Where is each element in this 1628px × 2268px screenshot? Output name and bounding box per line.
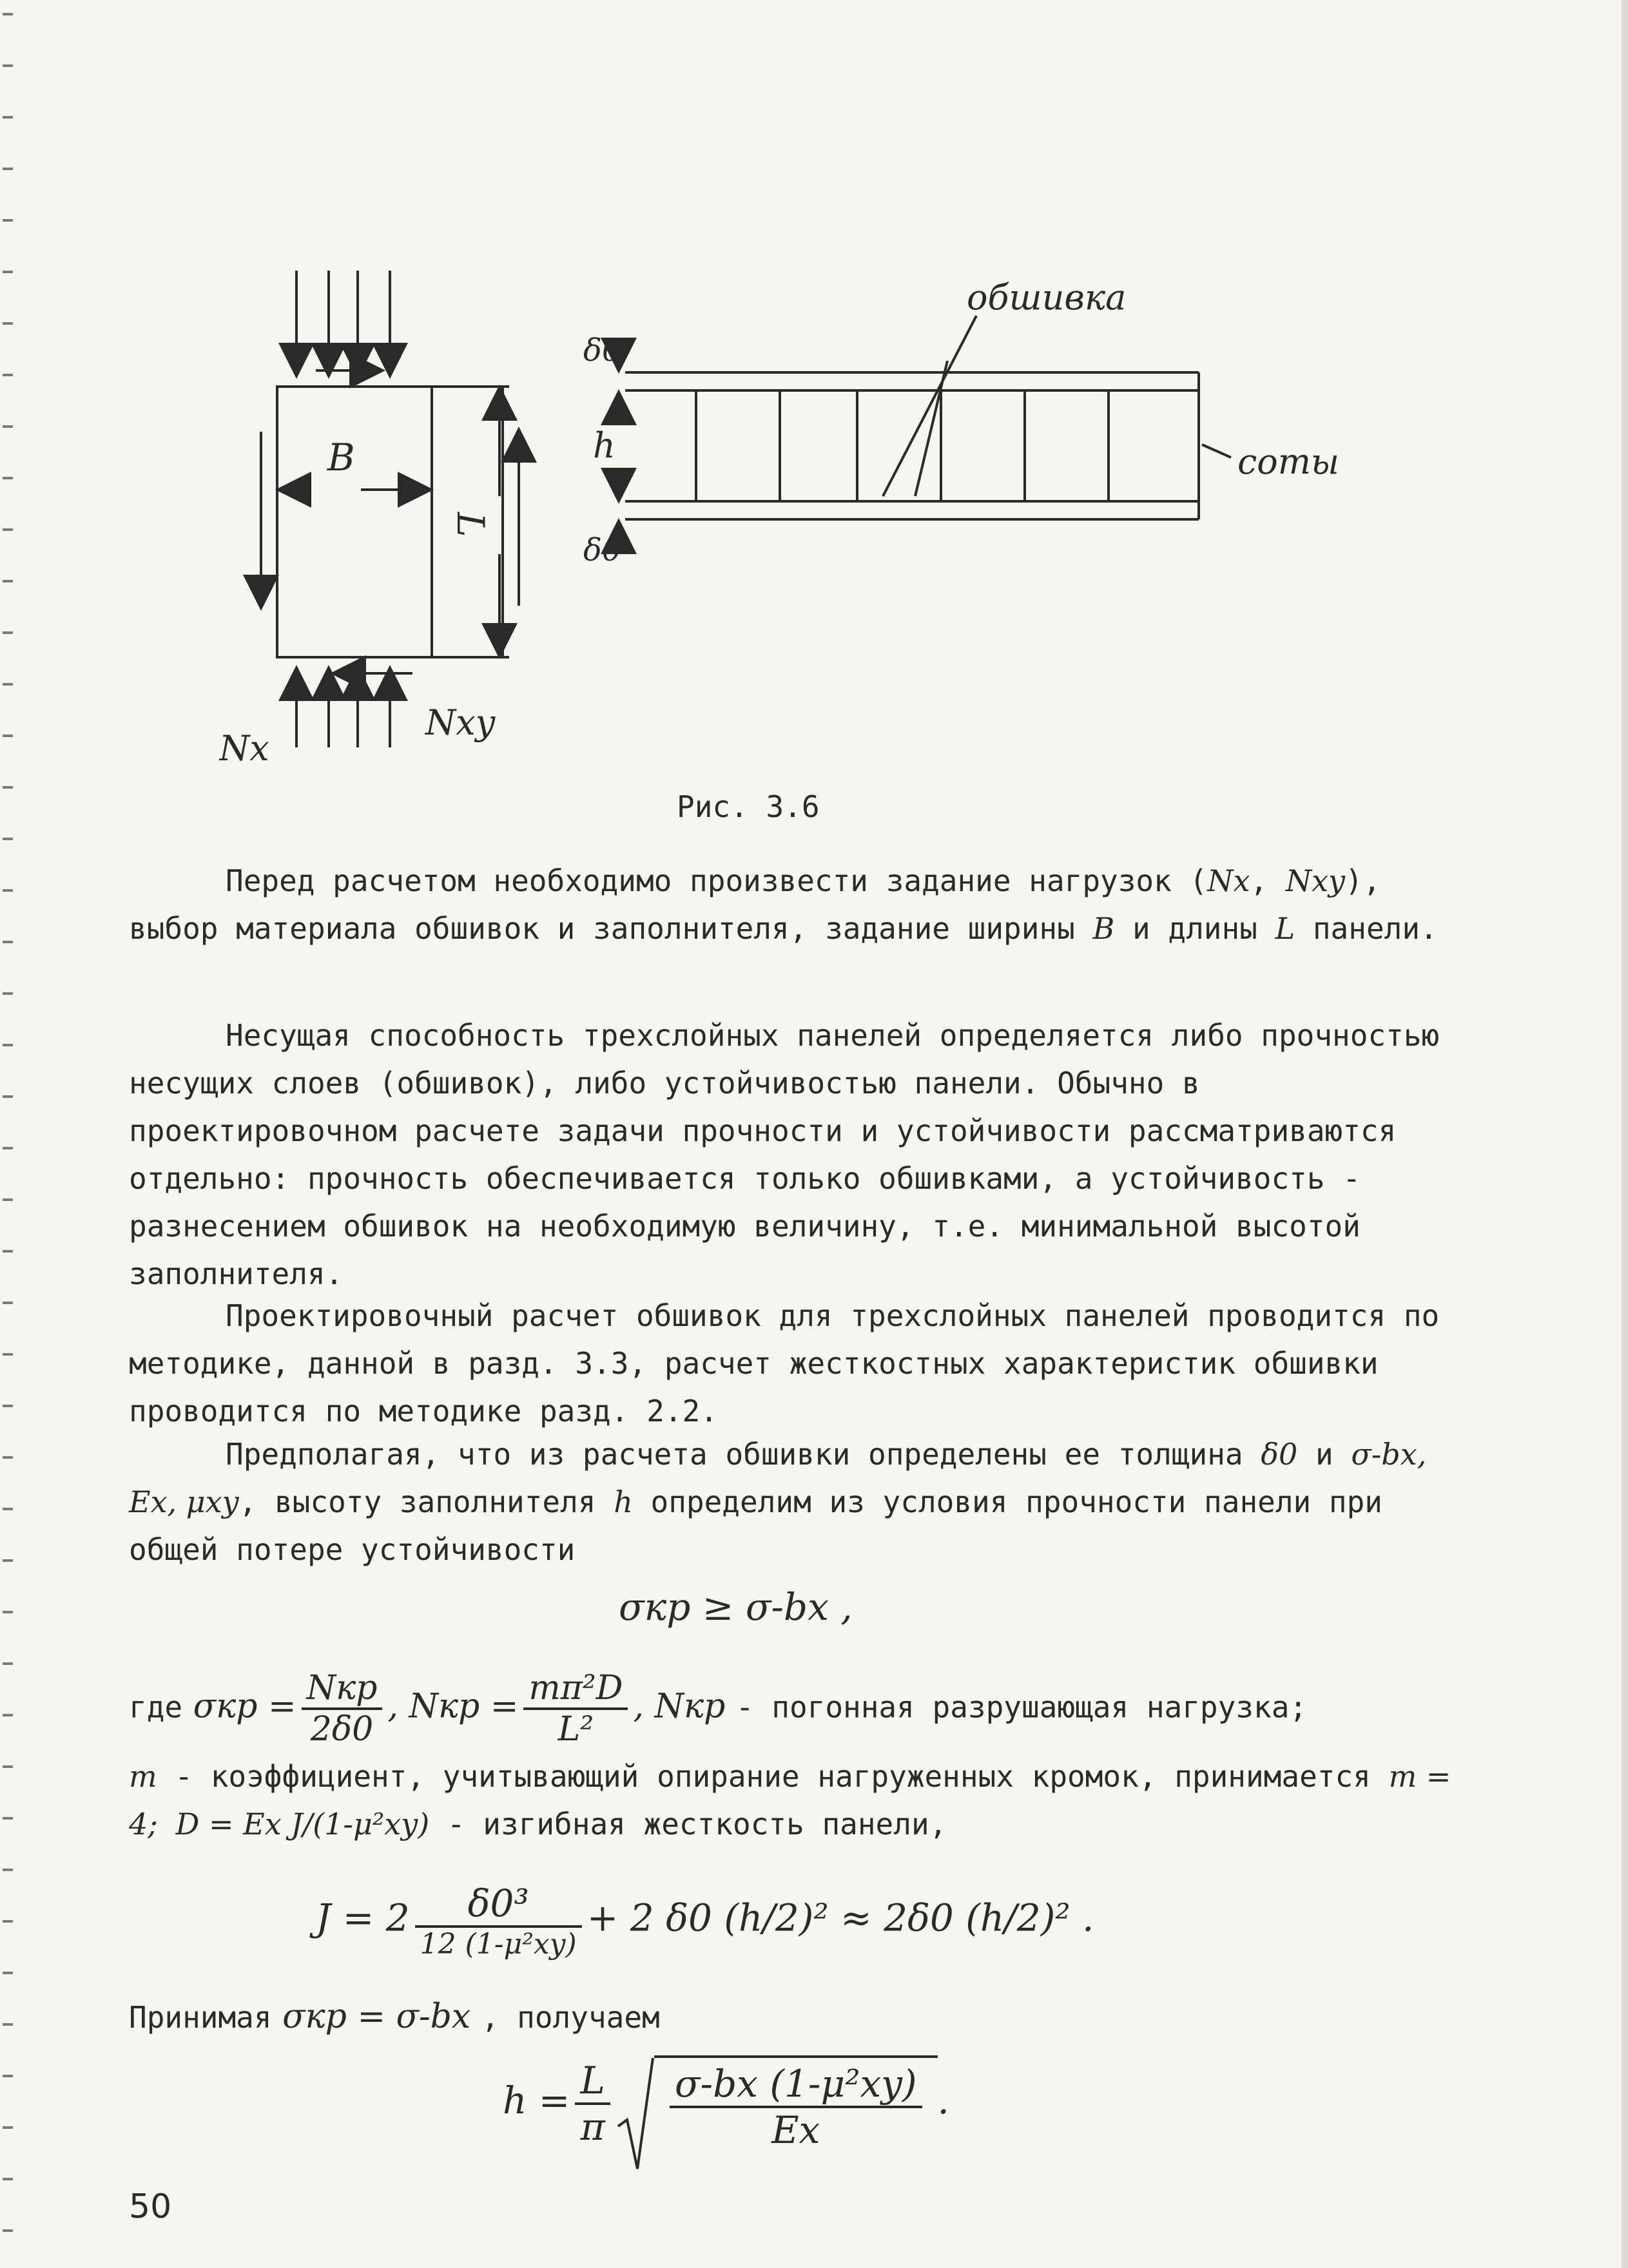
p4-params: σ-bx, Ex, μxy (129, 1437, 1427, 1519)
binding-holes (0, 0, 17, 2268)
p4-text-c: и (1315, 1437, 1333, 1472)
p4-h: h (614, 1485, 633, 1519)
j-rest: + 2 δ0 (h/2)² ≈ 2δ0 (h/2)² . (586, 1896, 1094, 1940)
paragraph-strength: Несущая способность трехслойных панелей определяется либо прочностью несущих слоев (обшивок), либо устойчивостью панели. Обычно в проектировочном расчете задачи прочности и устойчивости рассматриваются отдельно: прочность обеспечивается только обшивками, а устойчивость - разнесением обшивок на необходимую величину, т.е. минимальной высотой заполнителя. (129, 1018, 1440, 1291)
n-kr-num: mπ²D (523, 1669, 628, 1710)
sigma-kr-lhs: σкр = (193, 1687, 296, 1726)
j-fraction (415, 1881, 582, 1961)
paragraph-m-coef (129, 1753, 1469, 1848)
j-num: δ0³ (415, 1881, 582, 1928)
stability-condition: σкр ≥ σ-bx , (619, 1585, 853, 1629)
d-desc: - изгибная жесткость панели, (447, 1807, 947, 1841)
j-den: 12 (1-μ²xy) (420, 1928, 577, 1961)
p1-text-g: и длины (1132, 911, 1257, 946)
m-desc: - коэффициент, учитывающий опирание нагруженных кромок, принимается (175, 1759, 1371, 1794)
paragraph-loads (129, 857, 1469, 952)
formula-accept (129, 1997, 660, 2036)
h-rad-num: σ-bx (1-μ²xy) (670, 2062, 922, 2108)
h-lhs: h = (503, 2079, 570, 2123)
paragraph-assumption (129, 1430, 1469, 1573)
label-cells: соты (1237, 441, 1339, 482)
figure-3-6 (219, 245, 1379, 780)
h-coef-den: π (580, 2105, 605, 2149)
label-Nx: Nx (219, 728, 269, 769)
p1-text-i: панели. (1312, 911, 1438, 946)
sigma-kr-num: Nкр (302, 1669, 383, 1710)
m-sym: m (129, 1759, 157, 1794)
radical-sign (615, 2055, 654, 2171)
p1-l: L (1275, 911, 1295, 946)
p4-text-e: , высоту заполнителя (238, 1485, 596, 1519)
label-delta0-top: δ0 (583, 332, 622, 369)
m-val: m = 4; (129, 1759, 1451, 1841)
where-word: где (129, 1689, 183, 1725)
label-skin: обшивка (967, 277, 1127, 318)
radical (615, 2055, 938, 2152)
page-number: 50 (129, 2187, 172, 2226)
d-def: D = Ex J/(1-μ²xy) (175, 1807, 430, 1841)
accept-tail: , получаем (481, 2000, 660, 2035)
figure-caption: Рис. 3.6 (677, 789, 820, 824)
label-delta0-bottom: δ0 (583, 532, 622, 568)
label-Nxy: Nxy (425, 702, 496, 743)
page-edge (1622, 0, 1628, 2268)
j-lhs: J = 2 (316, 1896, 410, 1940)
p4-delta0: δ0 (1261, 1437, 1298, 1472)
accept-eq: σкр = σ-bx (282, 1997, 471, 2036)
h-coef-num: L (575, 2059, 610, 2105)
sigma-kr-fraction (302, 1669, 383, 1749)
n-kr-lhs: , Nкр = (387, 1687, 519, 1726)
p1-comma: , (1250, 863, 1268, 898)
h-rad-fraction (670, 2062, 922, 2152)
formula-J (316, 1881, 1094, 1961)
p4-text-a: Предполагая, что из расчета обшивки определены ее толщина (226, 1437, 1243, 1472)
paragraph-method: Проектировочный расчет обшивок для трехслойных панелей проводится по методике, данной в разд. 3.3, расчет жесткостных характеристик обшивки проводится по методике разд. 2.2. (129, 1298, 1440, 1428)
h-rad-den: Ex (771, 2108, 820, 2152)
p1-b: B (1092, 911, 1115, 946)
label-L: L (449, 512, 492, 537)
n-kr-den: L² (557, 1710, 594, 1749)
p1-text-e: ), выбор материала обшивок и заполнителя, задание ширины (129, 863, 1381, 946)
formula-sigma-kr-line (129, 1669, 1307, 1749)
n-kr-desc: - погонная разрушающая нагрузка; (735, 1689, 1308, 1725)
label-B: B (327, 436, 355, 479)
formula-h (503, 2055, 949, 2152)
p4-text-g: определим из условия прочности панели при общей потере устойчивости (129, 1485, 1382, 1567)
n-kr-fraction (523, 1669, 628, 1749)
accept-word: Принимая (129, 2000, 272, 2035)
p1-nx: Nx (1207, 863, 1250, 898)
h-end: . (937, 2079, 949, 2123)
h-coef-fraction (575, 2059, 610, 2149)
n-kr-desc-sym: , Nкр (633, 1687, 726, 1726)
p1-nxy: Nxy (1285, 863, 1345, 898)
sigma-kr-den: 2δ0 (310, 1710, 374, 1749)
label-h: h (593, 425, 615, 466)
p1-text-a: Перед расчетом необходимо произвести задание нагрузок ( (226, 863, 1208, 898)
